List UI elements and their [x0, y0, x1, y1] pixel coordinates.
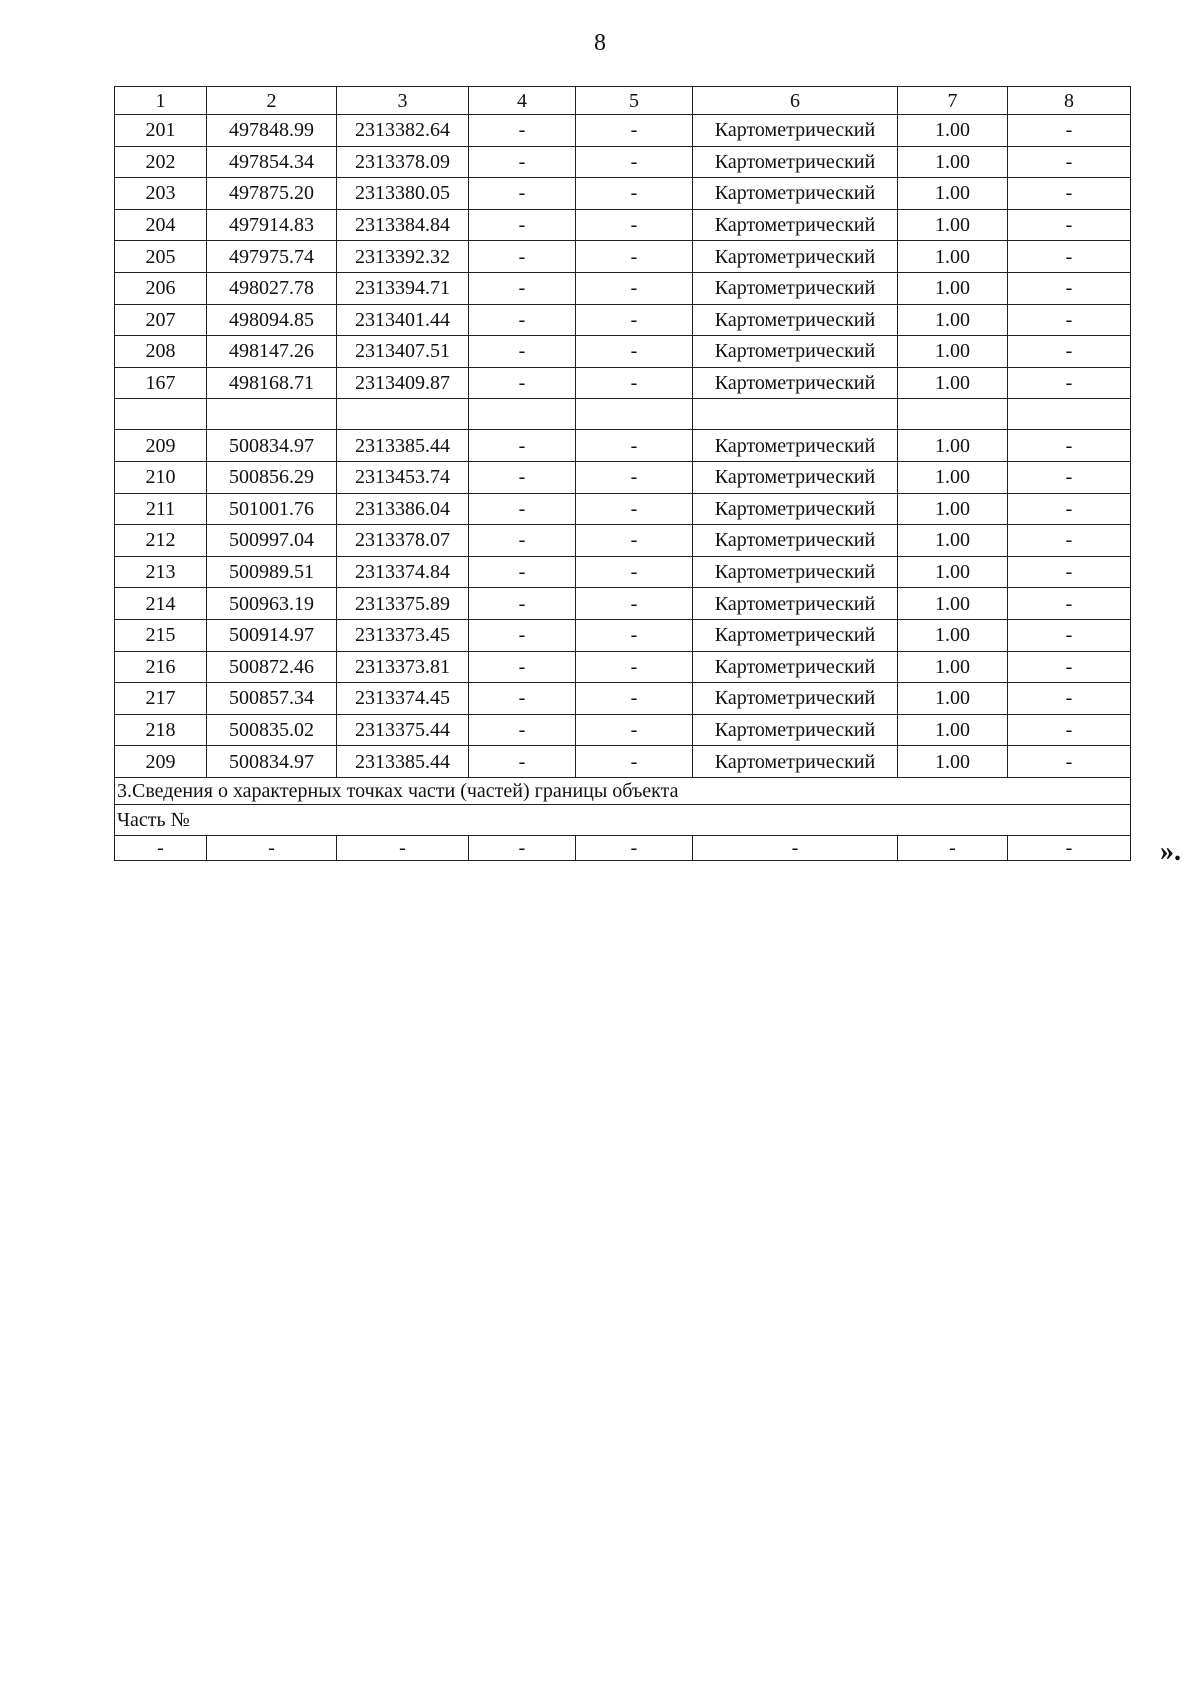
table-cell: 500856.29 — [207, 461, 337, 493]
table-cell: 1.00 — [898, 588, 1008, 620]
table-cell: 1.00 — [898, 367, 1008, 399]
table-cell: Картометрический — [693, 461, 898, 493]
section-title — [115, 777, 1131, 804]
part-label-text: Часть № — [115, 804, 1131, 835]
table-cell: 2313373.45 — [337, 619, 469, 651]
table-cell: Картометрический — [693, 430, 898, 462]
table-cell: - — [898, 835, 1008, 860]
table-cell: Картометрический — [693, 178, 898, 210]
table-cell: 500914.97 — [207, 619, 337, 651]
table-cell — [337, 399, 469, 430]
table-cell: - — [1008, 556, 1131, 588]
table-cell: Картометрический — [693, 336, 898, 368]
table-cell: - — [469, 209, 576, 241]
table-cell: - — [469, 588, 576, 620]
table-cell: Картометрический — [693, 209, 898, 241]
table-cell: - — [1008, 461, 1131, 493]
table-cell: - — [576, 651, 693, 683]
table-cell: - — [576, 336, 693, 368]
table-cell: - — [469, 146, 576, 178]
table-cell: - — [469, 835, 576, 860]
table-cell: 2313401.44 — [337, 304, 469, 336]
table-cell: - — [1008, 304, 1131, 336]
table-cell: 4 — [469, 87, 576, 115]
table-cell — [115, 399, 207, 430]
table-row — [115, 430, 1131, 462]
table-cell: - — [1008, 367, 1131, 399]
table-cell: - — [576, 367, 693, 399]
table-cell: - — [207, 835, 337, 860]
table-cell: 2313375.89 — [337, 588, 469, 620]
table-row — [115, 336, 1131, 368]
part-label — [115, 804, 1131, 835]
table-cell: 1.00 — [898, 430, 1008, 462]
table-cell: 3 — [337, 87, 469, 115]
table-cell: 1.00 — [898, 556, 1008, 588]
table-header-row — [115, 87, 1131, 115]
table-cell: 2313382.64 — [337, 115, 469, 147]
table-cell: - — [576, 588, 693, 620]
table-cell: - — [469, 272, 576, 304]
table-cell: Картометрический — [693, 714, 898, 746]
table-cell: - — [337, 835, 469, 860]
table-cell: 207 — [115, 304, 207, 336]
table-cell: Картометрический — [693, 683, 898, 715]
table-row — [115, 525, 1131, 557]
table-row — [115, 272, 1131, 304]
table-cell: 1.00 — [898, 336, 1008, 368]
table-cell: 497875.20 — [207, 178, 337, 210]
table-cell: 209 — [115, 430, 207, 462]
coordinates-table-body — [115, 87, 1131, 861]
table-cell: - — [576, 272, 693, 304]
table-cell: - — [469, 336, 576, 368]
table-cell: 2313373.81 — [337, 651, 469, 683]
table-row — [115, 115, 1131, 147]
table-row — [115, 588, 1131, 620]
page-number: 8 — [594, 30, 606, 56]
table-cell: 7 — [898, 87, 1008, 115]
table-cell: 2313453.74 — [337, 461, 469, 493]
table-cell: 202 — [115, 146, 207, 178]
table-cell: - — [576, 461, 693, 493]
table-cell: - — [469, 178, 576, 210]
table-cell: 500963.19 — [207, 588, 337, 620]
table-cell: Картометрический — [693, 525, 898, 557]
table-cell: 205 — [115, 241, 207, 273]
table-final-row — [115, 835, 1131, 860]
table-row — [115, 683, 1131, 715]
table-cell: - — [576, 746, 693, 778]
table-cell: - — [1008, 272, 1131, 304]
table-cell: 2313374.84 — [337, 556, 469, 588]
coordinates-table-container — [114, 86, 1131, 861]
table-cell: Картометрический — [693, 556, 898, 588]
table-cell: - — [1008, 714, 1131, 746]
table-cell: - — [576, 525, 693, 557]
table-cell: Картометрический — [693, 588, 898, 620]
table-row — [115, 178, 1131, 210]
table-cell: - — [576, 683, 693, 715]
table-cell: - — [469, 304, 576, 336]
table-cell: - — [1008, 651, 1131, 683]
table-cell: - — [576, 556, 693, 588]
table-cell: 201 — [115, 115, 207, 147]
table-cell: - — [576, 619, 693, 651]
table-cell: Картометрический — [693, 493, 898, 525]
table-row — [115, 651, 1131, 683]
table-cell: 497854.34 — [207, 146, 337, 178]
table-cell — [1008, 399, 1131, 430]
table-cell: 500872.46 — [207, 651, 337, 683]
table-cell: - — [1008, 525, 1131, 557]
table-cell: 214 — [115, 588, 207, 620]
table-cell: 2313407.51 — [337, 336, 469, 368]
table-cell: 497848.99 — [207, 115, 337, 147]
table-cell: Картометрический — [693, 146, 898, 178]
table-cell: - — [1008, 746, 1131, 778]
table-cell — [576, 399, 693, 430]
table-cell: 8 — [1008, 87, 1131, 115]
table-cell: 500857.34 — [207, 683, 337, 715]
table-cell: 210 — [115, 461, 207, 493]
table-row — [115, 146, 1131, 178]
table-cell: Картометрический — [693, 367, 898, 399]
table-cell: - — [1008, 336, 1131, 368]
table-row — [115, 493, 1131, 525]
table-cell: 2313384.84 — [337, 209, 469, 241]
table-cell: 2313386.04 — [337, 493, 469, 525]
table-cell: 209 — [115, 746, 207, 778]
table-cell: 498094.85 — [207, 304, 337, 336]
table-cell: Картометрический — [693, 272, 898, 304]
table-cell: - — [469, 367, 576, 399]
table-cell: - — [469, 714, 576, 746]
table-cell: Картометрический — [693, 241, 898, 273]
table-cell: - — [1008, 241, 1131, 273]
table-cell: - — [576, 209, 693, 241]
table-cell: 2313385.44 — [337, 430, 469, 462]
closing-quote-mark: ». — [1160, 836, 1181, 867]
table-cell: - — [576, 146, 693, 178]
table-cell: 2313385.44 — [337, 746, 469, 778]
table-cell: - — [1008, 430, 1131, 462]
table-cell: - — [1008, 209, 1131, 241]
table-cell: 497914.83 — [207, 209, 337, 241]
table-cell: 1.00 — [898, 683, 1008, 715]
table-cell: 500997.04 — [207, 525, 337, 557]
table-cell: - — [576, 241, 693, 273]
table-cell: - — [576, 714, 693, 746]
table-row — [115, 746, 1131, 778]
table-cell: 212 — [115, 525, 207, 557]
table-cell: 501001.76 — [207, 493, 337, 525]
table-cell: 1.00 — [898, 115, 1008, 147]
table-cell — [207, 399, 337, 430]
table-cell: - — [1008, 619, 1131, 651]
table-cell: - — [469, 430, 576, 462]
table-cell: - — [1008, 178, 1131, 210]
table-cell: 500834.97 — [207, 746, 337, 778]
table-cell: 218 — [115, 714, 207, 746]
table-cell: - — [469, 619, 576, 651]
table-cell: 498147.26 — [207, 336, 337, 368]
table-cell: 2313392.32 — [337, 241, 469, 273]
table-row — [115, 619, 1131, 651]
table-cell: - — [576, 115, 693, 147]
table-cell: 206 — [115, 272, 207, 304]
table-cell: 1.00 — [898, 714, 1008, 746]
table-row — [115, 304, 1131, 336]
table-cell: 2313394.71 — [337, 272, 469, 304]
table-cell: 1.00 — [898, 178, 1008, 210]
table-cell: 204 — [115, 209, 207, 241]
table-cell: 1.00 — [898, 209, 1008, 241]
table-cell: 497975.74 — [207, 241, 337, 273]
table-blank-row — [115, 399, 1131, 430]
table-cell: - — [1008, 115, 1131, 147]
table-cell: 2313378.09 — [337, 146, 469, 178]
table-cell: - — [1008, 588, 1131, 620]
table-cell: 2313378.07 — [337, 525, 469, 557]
table-cell: - — [1008, 146, 1131, 178]
table-cell: Картометрический — [693, 746, 898, 778]
table-cell: Картометрический — [693, 651, 898, 683]
table-cell: 208 — [115, 336, 207, 368]
table-cell: 1.00 — [898, 461, 1008, 493]
table-cell: - — [469, 556, 576, 588]
table-cell: 500835.02 — [207, 714, 337, 746]
coordinates-table — [114, 86, 1131, 861]
table-cell — [469, 399, 576, 430]
table-cell: Картометрический — [693, 115, 898, 147]
table-cell: - — [1008, 493, 1131, 525]
table-row — [115, 209, 1131, 241]
table-cell: Картометрический — [693, 619, 898, 651]
table-cell — [693, 399, 898, 430]
table-cell: 1.00 — [898, 525, 1008, 557]
table-cell: 1 — [115, 87, 207, 115]
table-cell: - — [469, 241, 576, 273]
table-cell: - — [469, 746, 576, 778]
table-cell: 498168.71 — [207, 367, 337, 399]
table-cell: 1.00 — [898, 493, 1008, 525]
table-cell: 6 — [693, 87, 898, 115]
table-cell: 1.00 — [898, 241, 1008, 273]
table-cell: - — [469, 493, 576, 525]
table-cell: 211 — [115, 493, 207, 525]
table-cell: - — [576, 430, 693, 462]
table-cell: 1.00 — [898, 304, 1008, 336]
table-cell: - — [1008, 835, 1131, 860]
table-cell: 216 — [115, 651, 207, 683]
table-cell: 2313374.45 — [337, 683, 469, 715]
table-cell: - — [469, 683, 576, 715]
table-cell: 1.00 — [898, 146, 1008, 178]
table-cell: 203 — [115, 178, 207, 210]
table-cell: - — [1008, 683, 1131, 715]
section-title-text: 3.Сведения о характерных точках части (частей) границы объекта — [115, 777, 1131, 804]
table-cell: - — [115, 835, 207, 860]
table-cell: 2313409.87 — [337, 367, 469, 399]
table-cell: 498027.78 — [207, 272, 337, 304]
table-cell: - — [469, 525, 576, 557]
table-cell: 215 — [115, 619, 207, 651]
table-cell: 2 — [207, 87, 337, 115]
table-cell: - — [576, 493, 693, 525]
table-cell — [898, 399, 1008, 430]
table-cell: 2313380.05 — [337, 178, 469, 210]
table-row — [115, 241, 1131, 273]
table-cell: - — [576, 178, 693, 210]
table-cell: - — [693, 835, 898, 860]
table-row — [115, 367, 1131, 399]
table-cell: 2313375.44 — [337, 714, 469, 746]
table-cell: - — [576, 835, 693, 860]
table-row — [115, 556, 1131, 588]
table-cell: 217 — [115, 683, 207, 715]
table-cell: 213 — [115, 556, 207, 588]
table-cell: Картометрический — [693, 304, 898, 336]
table-cell: 1.00 — [898, 272, 1008, 304]
table-cell: - — [469, 461, 576, 493]
table-row — [115, 714, 1131, 746]
table-cell: 5 — [576, 87, 693, 115]
table-cell: 1.00 — [898, 746, 1008, 778]
table-cell: - — [469, 651, 576, 683]
table-cell: 167 — [115, 367, 207, 399]
table-cell: 500989.51 — [207, 556, 337, 588]
table-row — [115, 461, 1131, 493]
table-cell: - — [576, 304, 693, 336]
table-cell: - — [469, 115, 576, 147]
table-cell: 1.00 — [898, 619, 1008, 651]
table-cell: 1.00 — [898, 651, 1008, 683]
table-cell: 500834.97 — [207, 430, 337, 462]
